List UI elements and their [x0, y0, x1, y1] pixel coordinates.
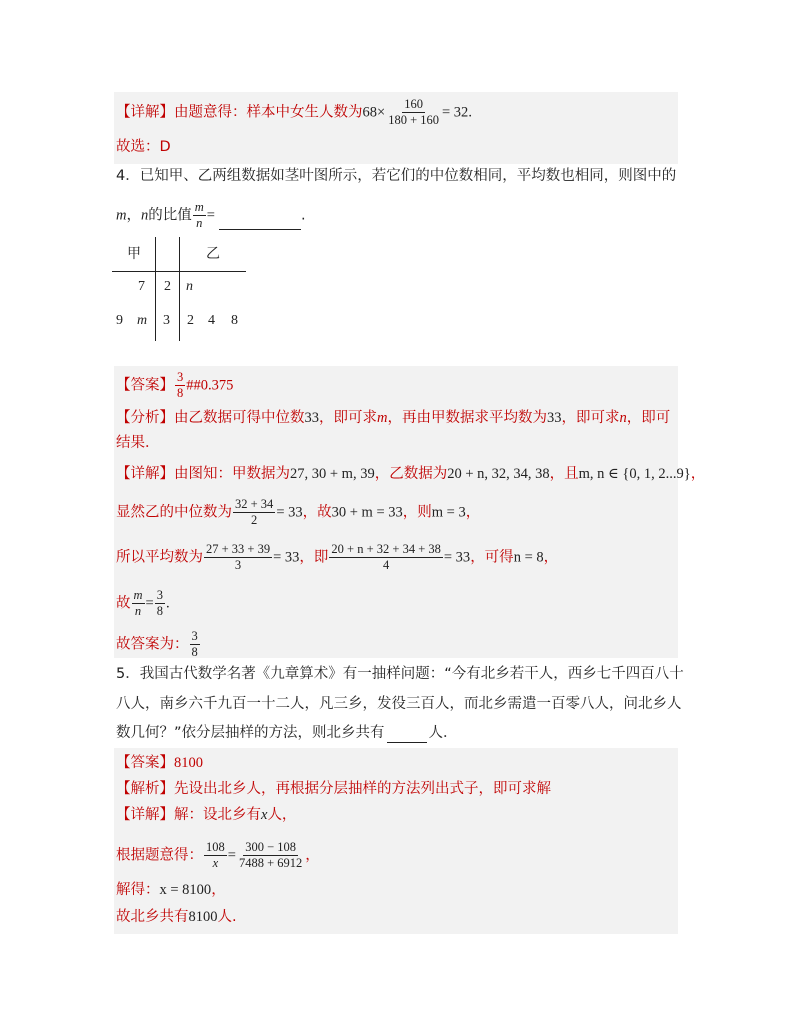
- q5-final: 故北乡共有8100人.: [116, 909, 237, 925]
- q4-analysis-line2: 结果．: [116, 435, 160, 451]
- q5-question-line2: 八人，南乡六千九百一十二人，凡三乡，发役三百人，而北乡需遣一百零八人，问北乡人: [116, 696, 682, 712]
- table-stem-rule-right: [179, 237, 180, 341]
- table-header-jia: 甲: [127, 246, 141, 262]
- q4-detail-line3: 所以平均数为 $\frac{27 + 33 + 39}{3}$ = 33，即 $\frac{20 + n + 32 + 34 + 38}{4}$ = 33，可得n = 8，: [116, 542, 559, 572]
- answer-tag: 【答案】: [116, 377, 174, 394]
- q4-analysis-line1: 【分析】由乙数据可得中位数33，即可求m，再由甲数据求平均数为33，即可求n，即可: [116, 410, 671, 426]
- q5-question-line1: 5．我国古代数学名著《九章算术》有一抽样问题：“今有北乡若干人，西乡七千四百八十: [116, 666, 684, 682]
- q4-answer: 【答案】 $\frac{3}{8}$ ##0.375: [116, 370, 234, 400]
- detail-tag: 【详解】: [116, 104, 174, 121]
- fraction: $\frac{160}{180 + 160}$: [388, 97, 439, 127]
- table-header-yi: 乙: [206, 246, 220, 262]
- q4-final-answer: 故答案为： $\frac{3}{8}$: [116, 629, 198, 659]
- q5-solve: 解得：x = 8100，: [116, 882, 226, 898]
- q5-detail: 【详解】解：设北乡有x人，: [116, 807, 297, 823]
- q3-choice: 故选：D: [116, 139, 171, 155]
- q3-detail-line: 【详解】由题意得：样本中女生人数为68× $\frac{160}{180 + 160}$ = 32.: [116, 97, 472, 127]
- q5-question-line3: 数几何？”依分层抽样的方法，则北乡共有 人．: [116, 725, 458, 741]
- q4-detail-line4: 故 $\frac{m}{n}$ = $\frac{3}{8}$ .: [116, 588, 170, 618]
- answer-blank: [387, 726, 427, 743]
- q5-analysis: 【解析】先设出北乡人，再根据分层抽样的方法列出式子，即可求解: [116, 781, 551, 797]
- answer-blank: [219, 213, 301, 230]
- q5-answer: 【答案】8100: [116, 755, 203, 771]
- q4-detail-line1: 【详解】由图知：甲数据为27, 30 + m, 39，乙数据为20 + n, 32, 34, 38，且m, n ∈ {0, 1, 2...9}，: [116, 466, 706, 482]
- q4-question-line1: 4．已知甲、乙两组数据如茎叶图所示，若它们的中位数相同，平均数也相同，则图中的: [116, 168, 677, 184]
- q4-detail-line2: 显然乙的中位数为 $\frac{32 + 34}{2}$ = 33，故30 + m = 33，则m = 3，: [116, 497, 481, 527]
- table-stem-rule-left: [155, 237, 156, 341]
- q4-question-line2: m，n的比值 $\frac{m}{n}$ = .: [116, 200, 306, 230]
- q5-equation: 根据题意得： $\frac{108}{x}$ = $\frac{300 - 108}{7488 + 6912}$ ，: [116, 840, 320, 870]
